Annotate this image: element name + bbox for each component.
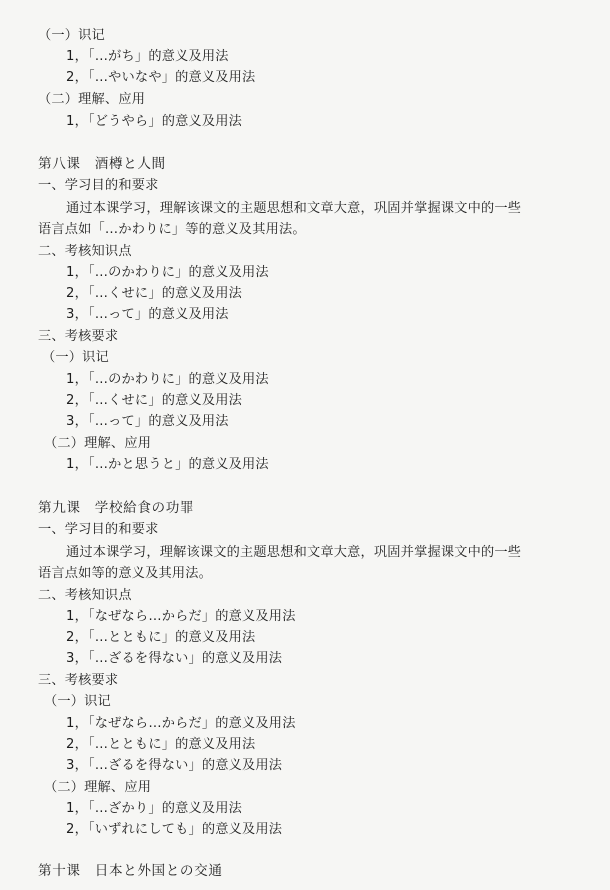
section-heading: 三、考核要求 xyxy=(38,329,119,344)
list-item: 2，「…くせに」的意义及用法 xyxy=(66,393,243,408)
lesson-title: 第十课 日本と外国との交通 xyxy=(38,863,223,879)
list-item: 2，「いずれにしても」的意义及用法 xyxy=(66,822,283,837)
section-heading: 一、学习目的和要求 xyxy=(38,178,159,193)
list-item: 1，「…がち」的意义及用法 xyxy=(66,49,229,64)
list-item: 2，「…とともに」的意义及用法 xyxy=(66,737,256,752)
list-item: 1，「どうやら」的意义及用法 xyxy=(66,114,243,129)
list-item: 3，「…ざるを得ない」的意义及用法 xyxy=(66,651,283,666)
list-item: 1，「…ざかり」的意义及用法 xyxy=(66,801,243,816)
section-heading: 二、考核知识点 xyxy=(38,588,132,603)
section-heading: 三、考核要求 xyxy=(38,673,119,688)
section-heading: （二）理解、应用 xyxy=(38,92,146,107)
list-item: 3，「…ざるを得ない」的意义及用法 xyxy=(66,758,283,773)
list-item: 3，「…って」的意义及用法 xyxy=(66,307,229,322)
section-heading: 二、考核知识点 xyxy=(38,244,132,259)
list-item: 2，「…くせに」的意义及用法 xyxy=(66,286,243,301)
list-item: 3，「…って」的意义及用法 xyxy=(66,414,229,429)
paragraph-text: 通过本课学习，理解该课文的主题思想和文章大意，巩固并掌握课文中的一些 xyxy=(66,545,522,560)
section-heading: （一）识记 xyxy=(38,28,105,43)
section-heading: （一）识记 xyxy=(44,694,111,709)
list-item: 1，「…かと思うと」的意义及用法 xyxy=(66,457,269,472)
list-item: 1，「…のかわりに」的意义及用法 xyxy=(66,265,269,280)
section-heading: （二）理解、应用 xyxy=(44,436,152,451)
section-heading: 一、学习目的和要求 xyxy=(38,522,159,537)
paragraph-text: 语言点如等的意义及其用法。 xyxy=(38,566,213,581)
section-heading: （一）识记 xyxy=(42,350,109,365)
lesson-title: 第九课 学校給食の功罪 xyxy=(38,500,195,516)
list-item: 2，「…やいなや」的意义及用法 xyxy=(66,70,256,85)
paragraph-text: 语言点如「…かわりに」等的意义及其用法。 xyxy=(38,222,306,237)
lesson-title: 第八课 酒樽と人間 xyxy=(38,156,166,172)
list-item: 2，「…とともに」的意义及用法 xyxy=(66,630,256,645)
list-item: 1，「なぜなら…からだ」的意义及用法 xyxy=(66,609,296,624)
paragraph-text: 通过本课学习，理解该课文的主题思想和文章大意，巩固并掌握课文中的一些 xyxy=(66,201,522,216)
list-item: 1，「なぜなら…からだ」的意义及用法 xyxy=(66,716,296,731)
section-heading: （二）理解、应用 xyxy=(44,780,152,795)
list-item: 1，「…のかわりに」的意义及用法 xyxy=(66,372,269,387)
